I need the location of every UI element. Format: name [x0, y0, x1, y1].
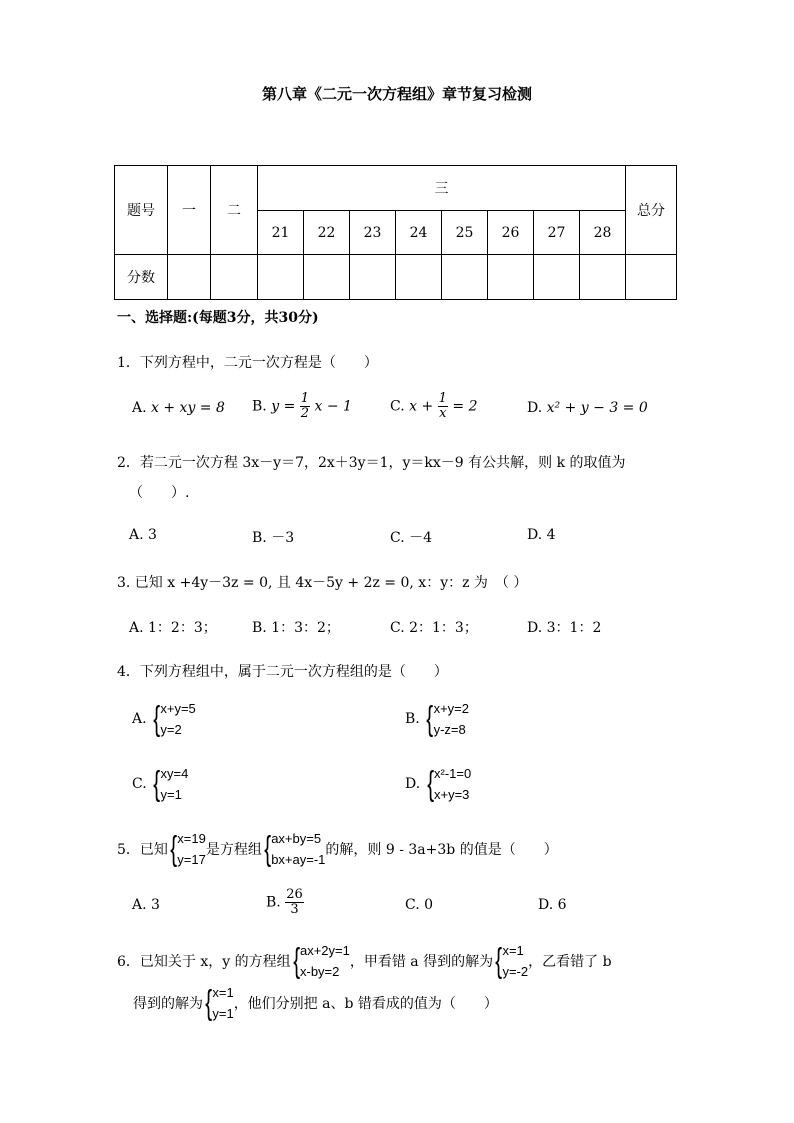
- sub-col: 22: [304, 211, 350, 255]
- q2-option-c: C. －4: [390, 530, 433, 546]
- sub-col: 25: [442, 211, 488, 255]
- q4-option-c: C. { xy=4 y=1: [132, 765, 189, 803]
- q5-option-d: D. 6: [538, 897, 567, 913]
- q4-option-b: B. { x+y=2 y-z=8: [405, 700, 469, 738]
- q1-option-d: D. x² + y − 3 = 0: [527, 400, 648, 416]
- page-title: 第八章《二元一次方程组》章节复习检测: [261, 85, 532, 103]
- sub-col: 23: [350, 211, 396, 255]
- q1-option-c: C. x + $\frac{1}{x}$ = 2: [390, 391, 478, 421]
- score-cell: [350, 255, 396, 300]
- sub-col: 24: [396, 211, 442, 255]
- q5-option-c: C. 0: [405, 897, 434, 913]
- score-row-label: 分数: [115, 255, 168, 300]
- score-cell: [580, 255, 626, 300]
- total-label: 总分: [626, 166, 677, 255]
- q2-stem-cont: （ ）.: [129, 485, 190, 501]
- sub-col: 26: [488, 211, 534, 255]
- score-cell: [304, 255, 350, 300]
- col-one: 一: [168, 166, 211, 255]
- q6-stem: 6．已知关于 x，y 的方程组{ ax+2y=1 x-by=2 ，甲看错 a 得到的解为{ x=1 y=-2 ，乙看错了 b: [117, 942, 612, 980]
- sub-col: 28: [580, 211, 626, 255]
- sub-col: 21: [258, 211, 304, 255]
- sub-col: 27: [534, 211, 580, 255]
- score-cell: [211, 255, 258, 300]
- q2-option-d: D. 4: [527, 527, 556, 543]
- col-two: 二: [211, 166, 258, 255]
- score-cell: [168, 255, 211, 300]
- q6-stem-cont: 得到的解为{ x=1 y=1 ，他们分别把 a、b 错看成的值为（ ）: [133, 984, 498, 1022]
- q3-option-d: D. 3：1：2: [527, 620, 602, 636]
- score-cell: [442, 255, 488, 300]
- section-heading: 一、选择题:(每题3分，共30分): [117, 310, 319, 326]
- q2-stem: 2．若二元一次方程 3x－y＝7，2x＋3y＝1，y＝kx－9 有公共解，则 k 的取值为: [117, 455, 626, 471]
- score-cell: [488, 255, 534, 300]
- q3-option-a: A. 1：2：3；: [129, 620, 217, 636]
- q4-option-d: D. { x²-1=0 x+y=3: [405, 765, 472, 803]
- q1-option-b: B. y = $\frac{1}{2}$ x − 1: [252, 391, 352, 421]
- q5-stem: 5．已知{ x=19 y=17 是方程组{ ax+by=5 bx+ay=-1 的解，则 9 - 3a+3b 的值是（ ）: [117, 830, 558, 868]
- q3-stem: 3. 已知 x +4y－3z = 0, 且 4x－5y + 2z = 0, x：y：z 为 （ ）: [117, 575, 528, 591]
- q3-option-b: B. 1：3：2；: [252, 620, 340, 636]
- score-cell: [626, 255, 677, 300]
- score-cell: [534, 255, 580, 300]
- score-table: [114, 165, 677, 300]
- q2-option-b: B. －3: [252, 530, 295, 546]
- col-three: 三: [258, 166, 626, 211]
- q2-option-a: A. 3: [129, 527, 157, 543]
- q3-option-c: C. 2：1：3；: [390, 620, 478, 636]
- q4-option-a: A. { x+y=5 y=2: [132, 700, 196, 738]
- header-label: 题号: [115, 166, 168, 255]
- q1-option-a: A. x + xy = 8: [132, 400, 225, 416]
- score-cell: [258, 255, 304, 300]
- q4-stem: 4．下列方程组中，属于二元一次方程组的是（ ）: [117, 664, 448, 680]
- q5-option-a: A. 3: [132, 897, 160, 913]
- q5-option-b: B. $\frac{26}{3}$: [266, 887, 303, 917]
- score-cell: [396, 255, 442, 300]
- q1-stem: 1．下列方程中，二元一次方程是（ ）: [117, 355, 378, 371]
